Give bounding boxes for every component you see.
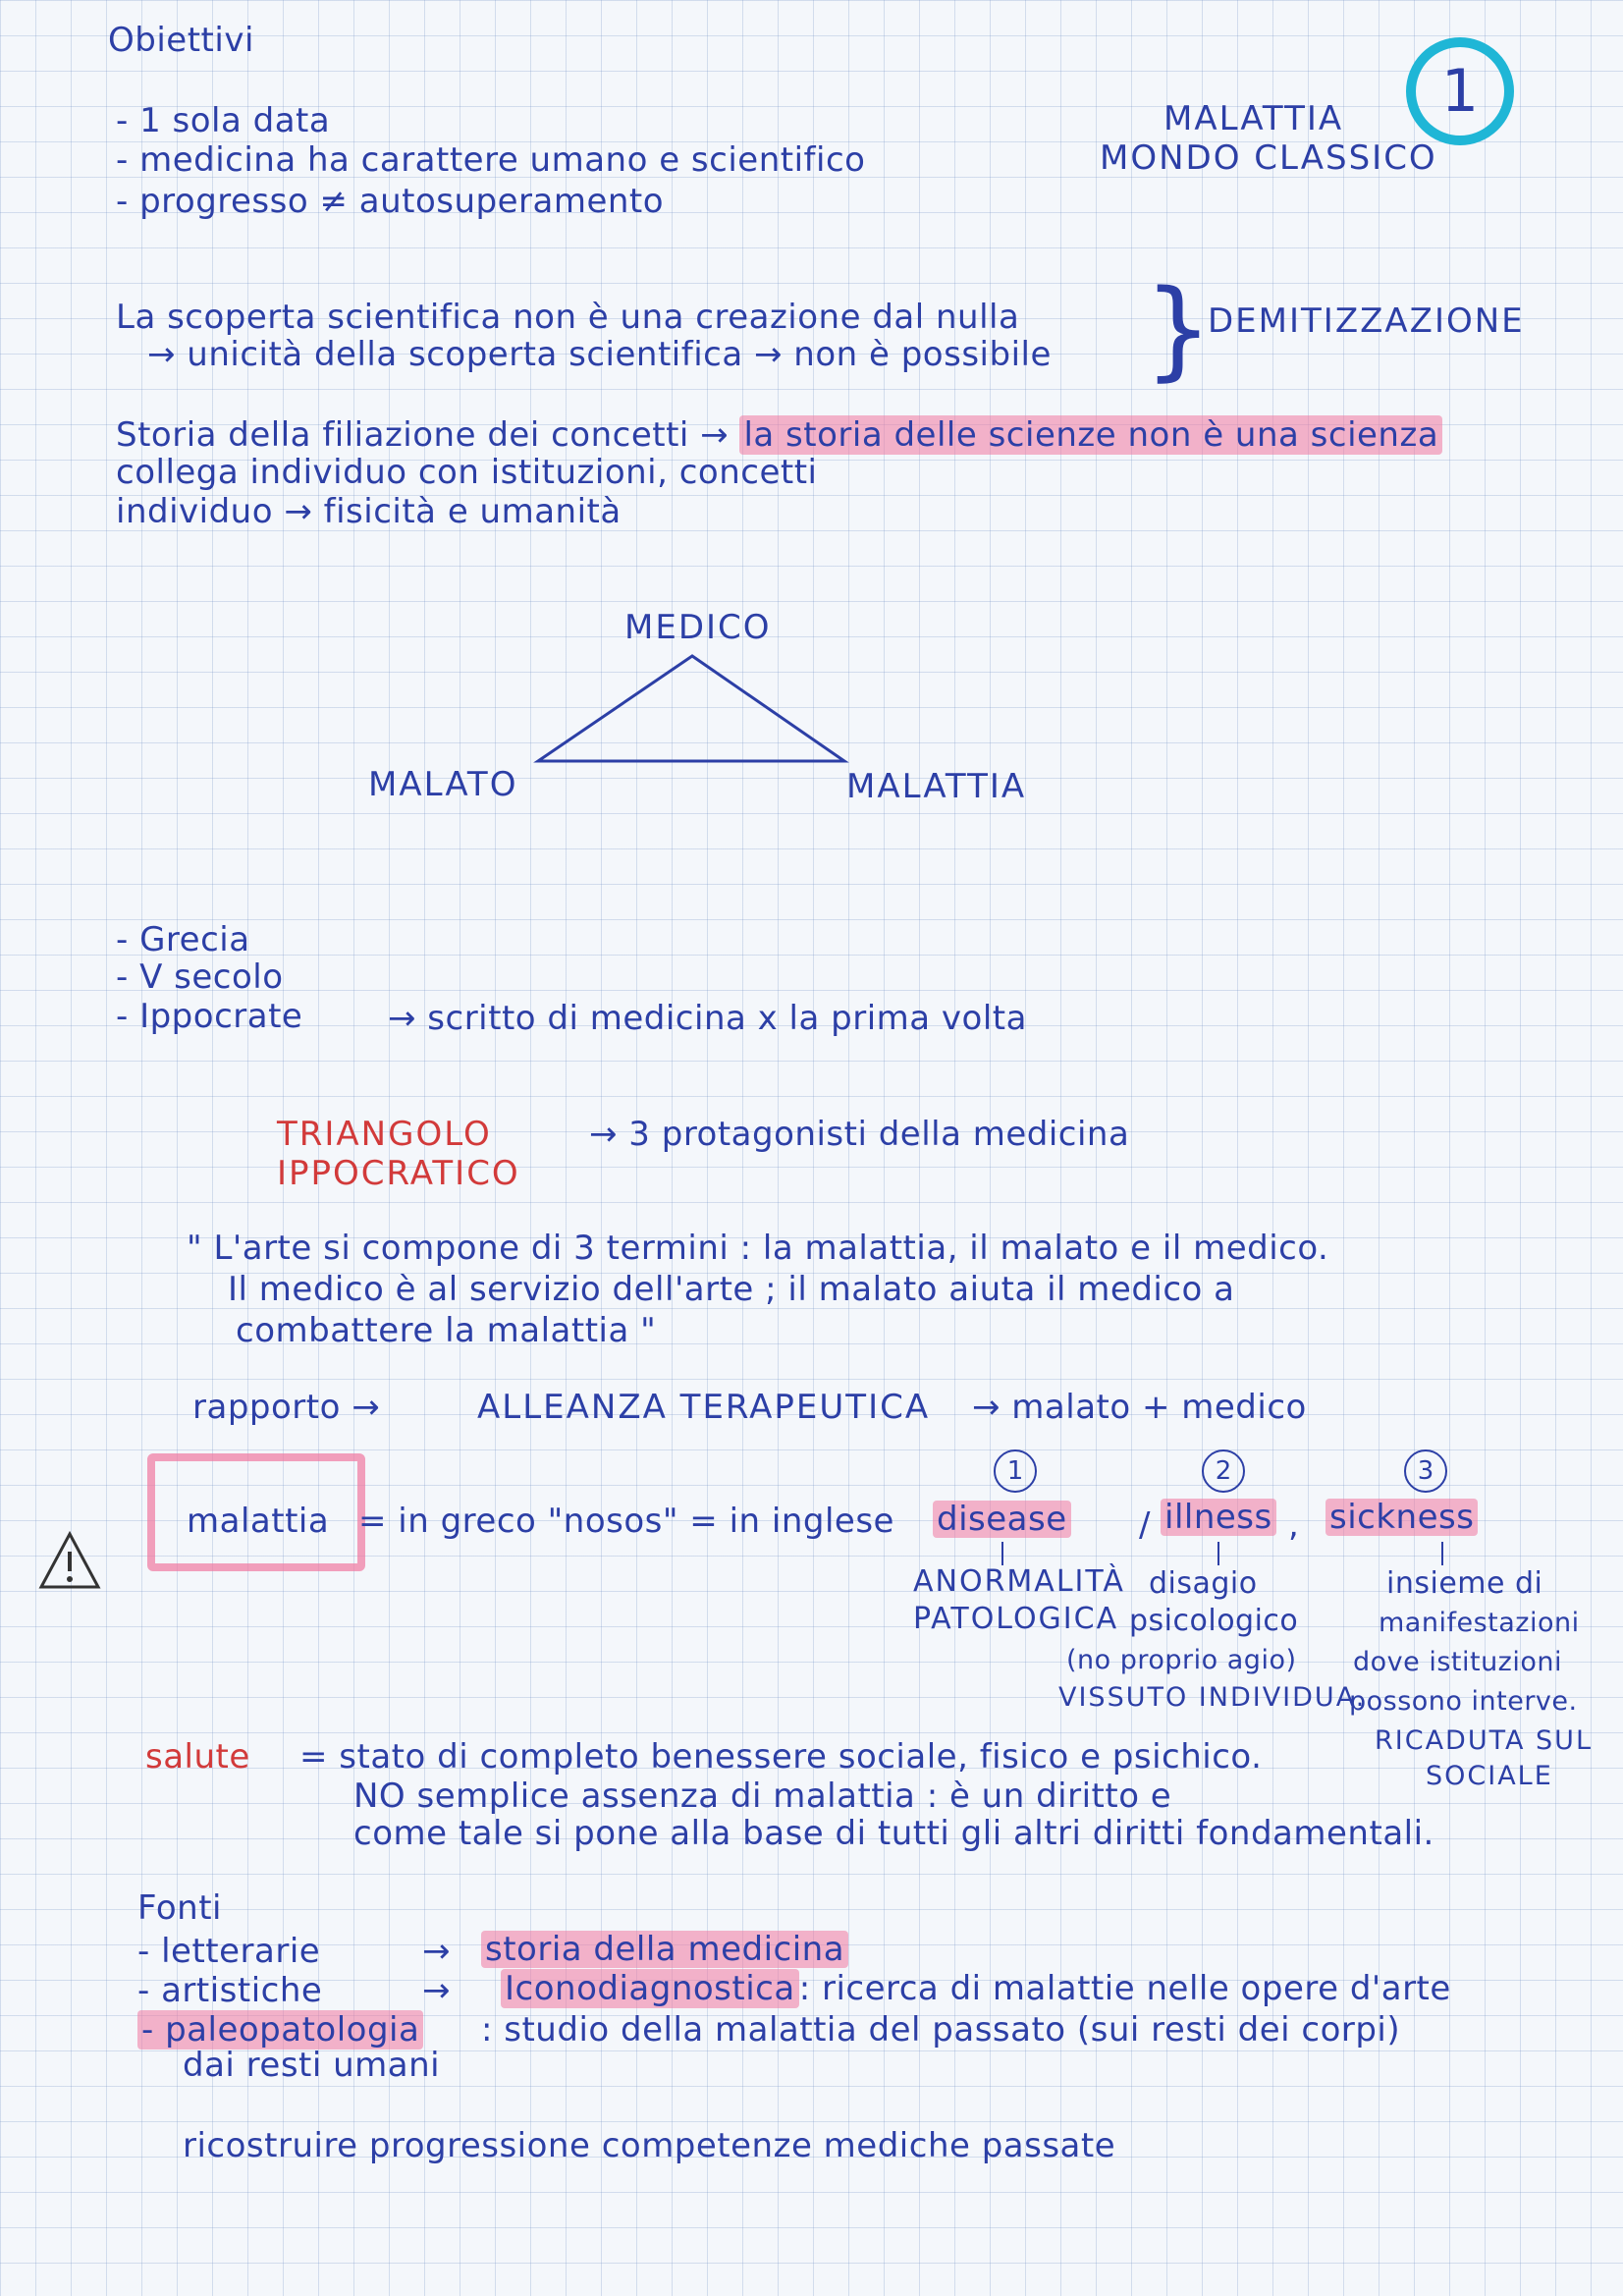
source-text-1: storia della medicina <box>481 1931 848 1968</box>
source-label-3 <box>137 2011 423 2049</box>
objectives-title: Obiettivi <box>108 21 254 60</box>
triangle-shape <box>538 656 844 761</box>
source-label-2: - artistiche <box>137 1971 323 2010</box>
triangle-top-label: MEDICO <box>624 608 772 647</box>
greece-item-2: - V secolo <box>116 957 284 997</box>
arrow-illness <box>1217 1542 1219 1565</box>
arrow-sickness <box>1441 1542 1443 1565</box>
term-illness: illness <box>1161 1499 1276 1536</box>
greece-item-3: - Ippocrate <box>116 997 303 1036</box>
illness-desc-4: VISSUTO INDIVIDUA. <box>1058 1682 1367 1713</box>
source-arrow-2: → <box>422 1971 451 2010</box>
triangle-right-label: MALATTIA <box>846 767 1027 806</box>
quote-line2: Il medico è al servizio dell'arte ; il malato aiuta il medico a <box>228 1270 1235 1309</box>
paleopatologia-term: - paleopatologia <box>137 2010 423 2050</box>
number-circle-2: 2 <box>1202 1449 1245 1493</box>
alliance-prefix: rapporto → <box>192 1388 381 1427</box>
disease-desc-2: PATOLOGICA <box>913 1602 1119 1636</box>
history-line2: collega individuo con istituzioni, concetti <box>116 453 818 492</box>
sickness-desc-6: SOCIALE <box>1426 1761 1553 1791</box>
disease-desc-1: ANORMALITÀ <box>913 1564 1125 1599</box>
source-text-2 <box>501 1970 1451 2007</box>
arrow-disease <box>1001 1542 1003 1565</box>
quote-line3: combattere la malattia " <box>236 1311 657 1350</box>
malattia-word: malattia <box>187 1502 330 1541</box>
triangle-diagram <box>0 0 1623 884</box>
title-line2: MONDO CLASSICO <box>1100 138 1437 178</box>
demitization-label: DEMITIZZAZIONE <box>1208 301 1525 341</box>
comma-1: / <box>1139 1505 1151 1545</box>
term-disease: disease <box>933 1501 1071 1538</box>
objective-2: - medicina ha carattere umano e scientifico <box>116 140 866 180</box>
objective-1: - 1 sola data <box>116 101 331 140</box>
quote-line1: " L'arte si compone di 3 termini : la malattia, il malato e il medico. <box>187 1229 1329 1268</box>
term-sickness: sickness <box>1325 1499 1478 1536</box>
objective-3: - progresso ≠ autosuperamento <box>116 182 665 221</box>
history-line1-highlight: la storia delle scienze non è una scienza <box>739 415 1442 455</box>
source-label-1: - letterarie <box>137 1932 321 1971</box>
health-line1: = stato di completo benessere sociale, fisico e psichico. <box>299 1737 1263 1777</box>
history-line1-prefix: Storia della filiazione dei concetti → <box>116 415 730 455</box>
sickness-desc-2: manifestazioni <box>1379 1608 1580 1638</box>
title-line1: MALATTIA <box>1163 99 1344 138</box>
comma-2: , <box>1288 1505 1300 1545</box>
iconodiagnostica-desc: : ricerca di malattie nelle opere d'arte <box>798 1969 1451 2008</box>
sickness-desc-5: RICADUTA SUL <box>1375 1725 1593 1756</box>
source-label-4: dai resti umani <box>183 2046 441 2085</box>
history-line3: individuo → fisicità e umanità <box>116 492 622 531</box>
demitization-line1: La scoperta scientifica non è una creazione dal nulla <box>116 298 1020 337</box>
illness-desc-3: (no proprio agio) <box>1066 1645 1297 1675</box>
alliance-suffix: → malato + medico <box>972 1388 1307 1427</box>
illness-desc-2: psicologico <box>1129 1604 1299 1638</box>
hippocratic-label-2: IPPOCRATICO <box>277 1154 520 1193</box>
right-brace: } <box>1144 266 1213 392</box>
hippocratic-desc: → 3 protagonisti della medicina <box>589 1115 1130 1154</box>
malattia-definition: = in greco "nosos" = in inglese <box>358 1502 894 1541</box>
triangle-left-label: MALATO <box>368 765 518 804</box>
conclusion: ricostruire progressione competenze mediche passate <box>183 2126 1116 2165</box>
health-line3: come tale si pone alla base di tutti gli altri diritti fondamentali. <box>353 1814 1434 1853</box>
health-word: salute <box>145 1737 250 1777</box>
sickness-desc-1: insieme di <box>1386 1566 1543 1601</box>
source-text-3: : studio della malattia del passato (sui resti dei corpi) <box>481 2010 1401 2050</box>
source-arrow-1: → <box>422 1932 451 1971</box>
illness-desc-1: disagio <box>1149 1566 1258 1601</box>
greece-item-1: - Grecia <box>116 920 250 959</box>
sickness-desc-4: possono interve. <box>1349 1686 1578 1717</box>
warning-icon <box>37 1528 102 1593</box>
health-line2: NO semplice assenza di malattia : è un diritto e <box>353 1777 1172 1816</box>
alliance-name: ALLEANZA TERAPEUTICA <box>477 1388 931 1427</box>
sickness-desc-3: dove istituzioni <box>1353 1647 1562 1677</box>
number-circle-3: 3 <box>1404 1449 1447 1493</box>
demitization-line2: → unicità della scoperta scientifica → non è possibile <box>147 335 1052 374</box>
number-circle-1: 1 <box>994 1449 1037 1493</box>
hippocratic-label-1: TRIANGOLO <box>277 1115 492 1154</box>
iconodiagnostica-term: Iconodiagnostica <box>501 1969 799 2008</box>
page-number: 1 <box>1440 57 1480 126</box>
sources-title: Fonti <box>137 1888 222 1928</box>
hippocrates-note: → scritto di medicina x la prima volta <box>388 999 1027 1038</box>
